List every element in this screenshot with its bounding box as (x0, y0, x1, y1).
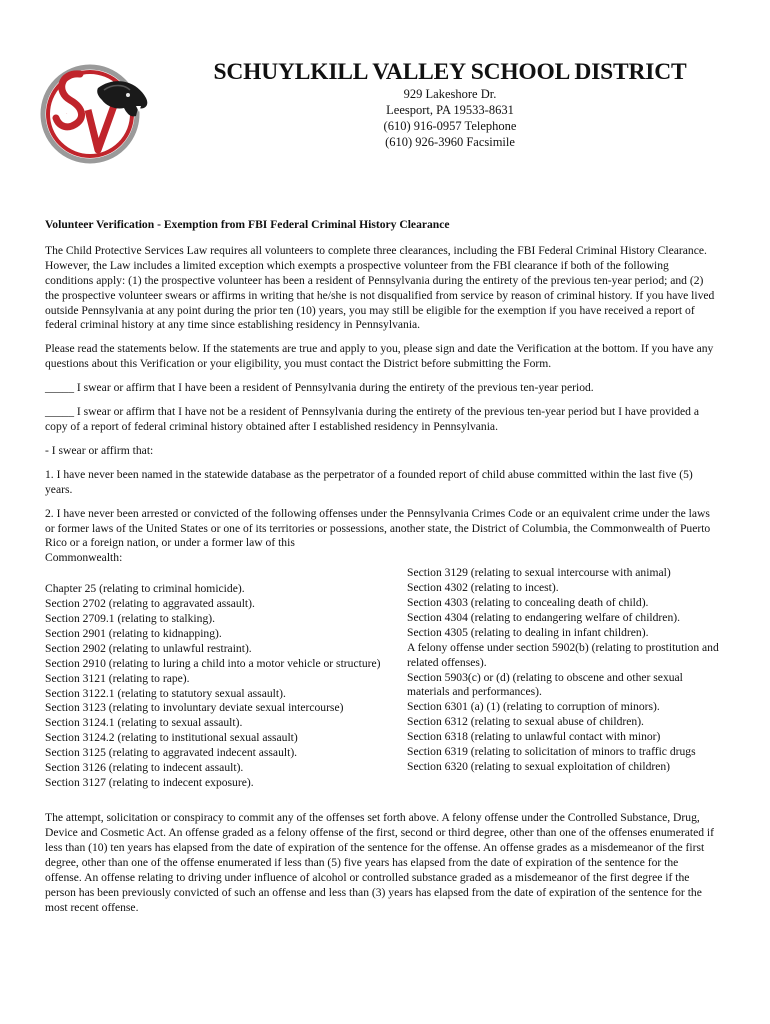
affirm-intro: - I swear or affirm that: (45, 443, 154, 457)
offense-item: Section 3122.1 (relating to statutory sexual assault). (45, 686, 286, 700)
facsimile: (610) 926-3960 Facsimile (385, 135, 515, 149)
closing-paragraph: The attempt, solicitation or conspiracy to commit any of the offenses set forth above. A felony offense under the Controlled Substance, Drug, Device and Cosmetic Act. An offense graded as a felony offense of the first, second or third degree, other than one of the offenses enumerated if less than (10) ten years has elapsed from the date of expiration of the sentence for the offense. An offense grades as a misdemeanor of the first degree, other than one of the offense enumerated if less than (5) five years has elapsed from the date of expiration of the sentence for the offense. An offense relating to driving under influence of alcohol or controlled substance graded as a misdemeanor of the first degree if the person has been previously convicted of such an offense and less than (3) years has elapsed from the date of expiration of the sentence for the most recent offense. (45, 811, 714, 914)
offense-item: A felony offense under section 5902(b) (relating to prostitution and related offenses). (407, 640, 719, 669)
offense-item: Section 4303 (relating to concealing death of child). (407, 596, 649, 610)
district-name: SCHUYLKILL VALLEY SCHOOL DISTRICT (213, 59, 687, 85)
statement-1: _____ I swear or affirm that I have been a resident of Pennsylvania during the entirety of the previous ten-year period. (45, 381, 594, 395)
offense-item: Section 3124.1 (relating to sexual assault). (45, 716, 243, 730)
item-2-end: Commonwealth: (45, 551, 123, 565)
logo-text: SV (66, 114, 68, 115)
offense-item: Section 2901 (relating to kidnapping). (45, 626, 222, 640)
offense-item: Section 3124.2 (relating to institutional sexual assault) (45, 731, 298, 745)
offense-item: Section 2910 (relating to luring a child into a motor vehicle or structure) (45, 656, 381, 670)
offense-item: Section 6320 (relating to sexual exploitation of children) (407, 760, 671, 773)
offense-item: Section 6318 (relating to unlawful contact with minor) (407, 730, 661, 744)
document-heading: Volunteer Verification - Exemption from FBI Federal Criminal History Clearance (45, 218, 450, 231)
item-2 (45, 507, 717, 567)
district-logo (40, 58, 152, 170)
offense-list-left (45, 582, 395, 791)
offense-item: Section 3127 (relating to indecent exposure). (45, 776, 254, 789)
offense-item: Section 3126 (relating to indecent assault). (45, 761, 244, 775)
offense-item: Section 4302 (relating to incest). (407, 581, 559, 595)
offense-item: Section 2702 (relating to aggravated assault). (45, 597, 255, 611)
intro-paragraph: The Child Protective Services Law requires all volunteers to complete three clearances, including the FBI Federal Criminal History Clearance. However, the Law includes a limited exception which exempts a prospective volunteer from the FBI clearance if both of the following conditions apply: (1) the prospective volunteer has been a resident of Pennsylvania during the entirety of the previous ten-year period; and (2) the prospective volunteer swears or affirms in writing that he/she is not disqualified from service by reason of criminal history. If you have lived outside Pennsylvania at any point during the prior ten (10) years, you may still be eligible for the exemption if you have received a report of federal criminal history at any time since establishing residency in Pennsylvania. (45, 243, 715, 332)
offense-item: Section 2902 (relating to unlawful restraint). (45, 641, 252, 655)
offense-list (45, 566, 717, 798)
offense-item: Section 6312 (relating to sexual abuse of children). (407, 715, 644, 729)
offense-item: Section 6319 (relating to solicitation of minors to traffic drugs (407, 745, 696, 759)
offense-item: Section 4305 (relating to dealing in infant children). (407, 625, 649, 639)
offense-item: Section 4304 (relating to endangering welfare of children). (407, 610, 680, 624)
offense-item: Section 3125 (relating to aggravated indecent assault). (45, 746, 298, 760)
item-1: 1. I have never been named in the statewide database as the perpetrator of a founded report of child abuse committed within the last five (5) years. (45, 467, 693, 496)
document-body (45, 218, 717, 925)
instructions-paragraph: Please read the statements below. If the statements are true and apply to you, please sign and date the Verification at the bottom. If you have any questions about this Verification or your eligibility, you must contact the District before submitting the Form. (45, 342, 714, 371)
letterhead (150, 58, 750, 150)
offense-item: Section 3121 (relating to rape). (45, 671, 190, 685)
offense-item: Section 3123 (relating to involuntary deviate sexual intercourse) (45, 701, 344, 715)
address-line-2: Leesport, PA 19533-8631 (386, 103, 514, 117)
offense-item: Section 5903(c) or (d) (relating to obscene and other sexual materials and performances). (407, 670, 683, 699)
offense-item: Section 2709.1 (relating to stalking). (45, 612, 216, 626)
offense-item: Section 6301 (a) (1) (relating to corruption of minors). (407, 700, 660, 714)
offense-item: Chapter 25 (relating to criminal homicide). (45, 582, 245, 596)
statement-2: _____ I swear or affirm that I have not be a resident of Pennsylvania during the entirety of the previous ten-year period but I have provided a copy of a report of federal criminal history obtained after I established residency in Pennsylvania. (45, 405, 699, 433)
item-2-text: 2. I have never been arrested or convicted of the following offenses under the Pennsylvania Crimes Code or an equivalent crime under the laws or former laws of the United States or one of its territories or possessions, another state, the District of Columbia, the Commonwealth of Puerto Rico or a foreign nation, or under a former law of this (45, 506, 711, 550)
offense-list-right (407, 566, 722, 775)
telephone: (610) 916-0957 Telephone (383, 119, 517, 133)
offense-item: Section 3129 (relating to sexual intercourse with animal) (407, 566, 671, 580)
address-line-1: 929 Lakeshore Dr. (403, 87, 497, 101)
